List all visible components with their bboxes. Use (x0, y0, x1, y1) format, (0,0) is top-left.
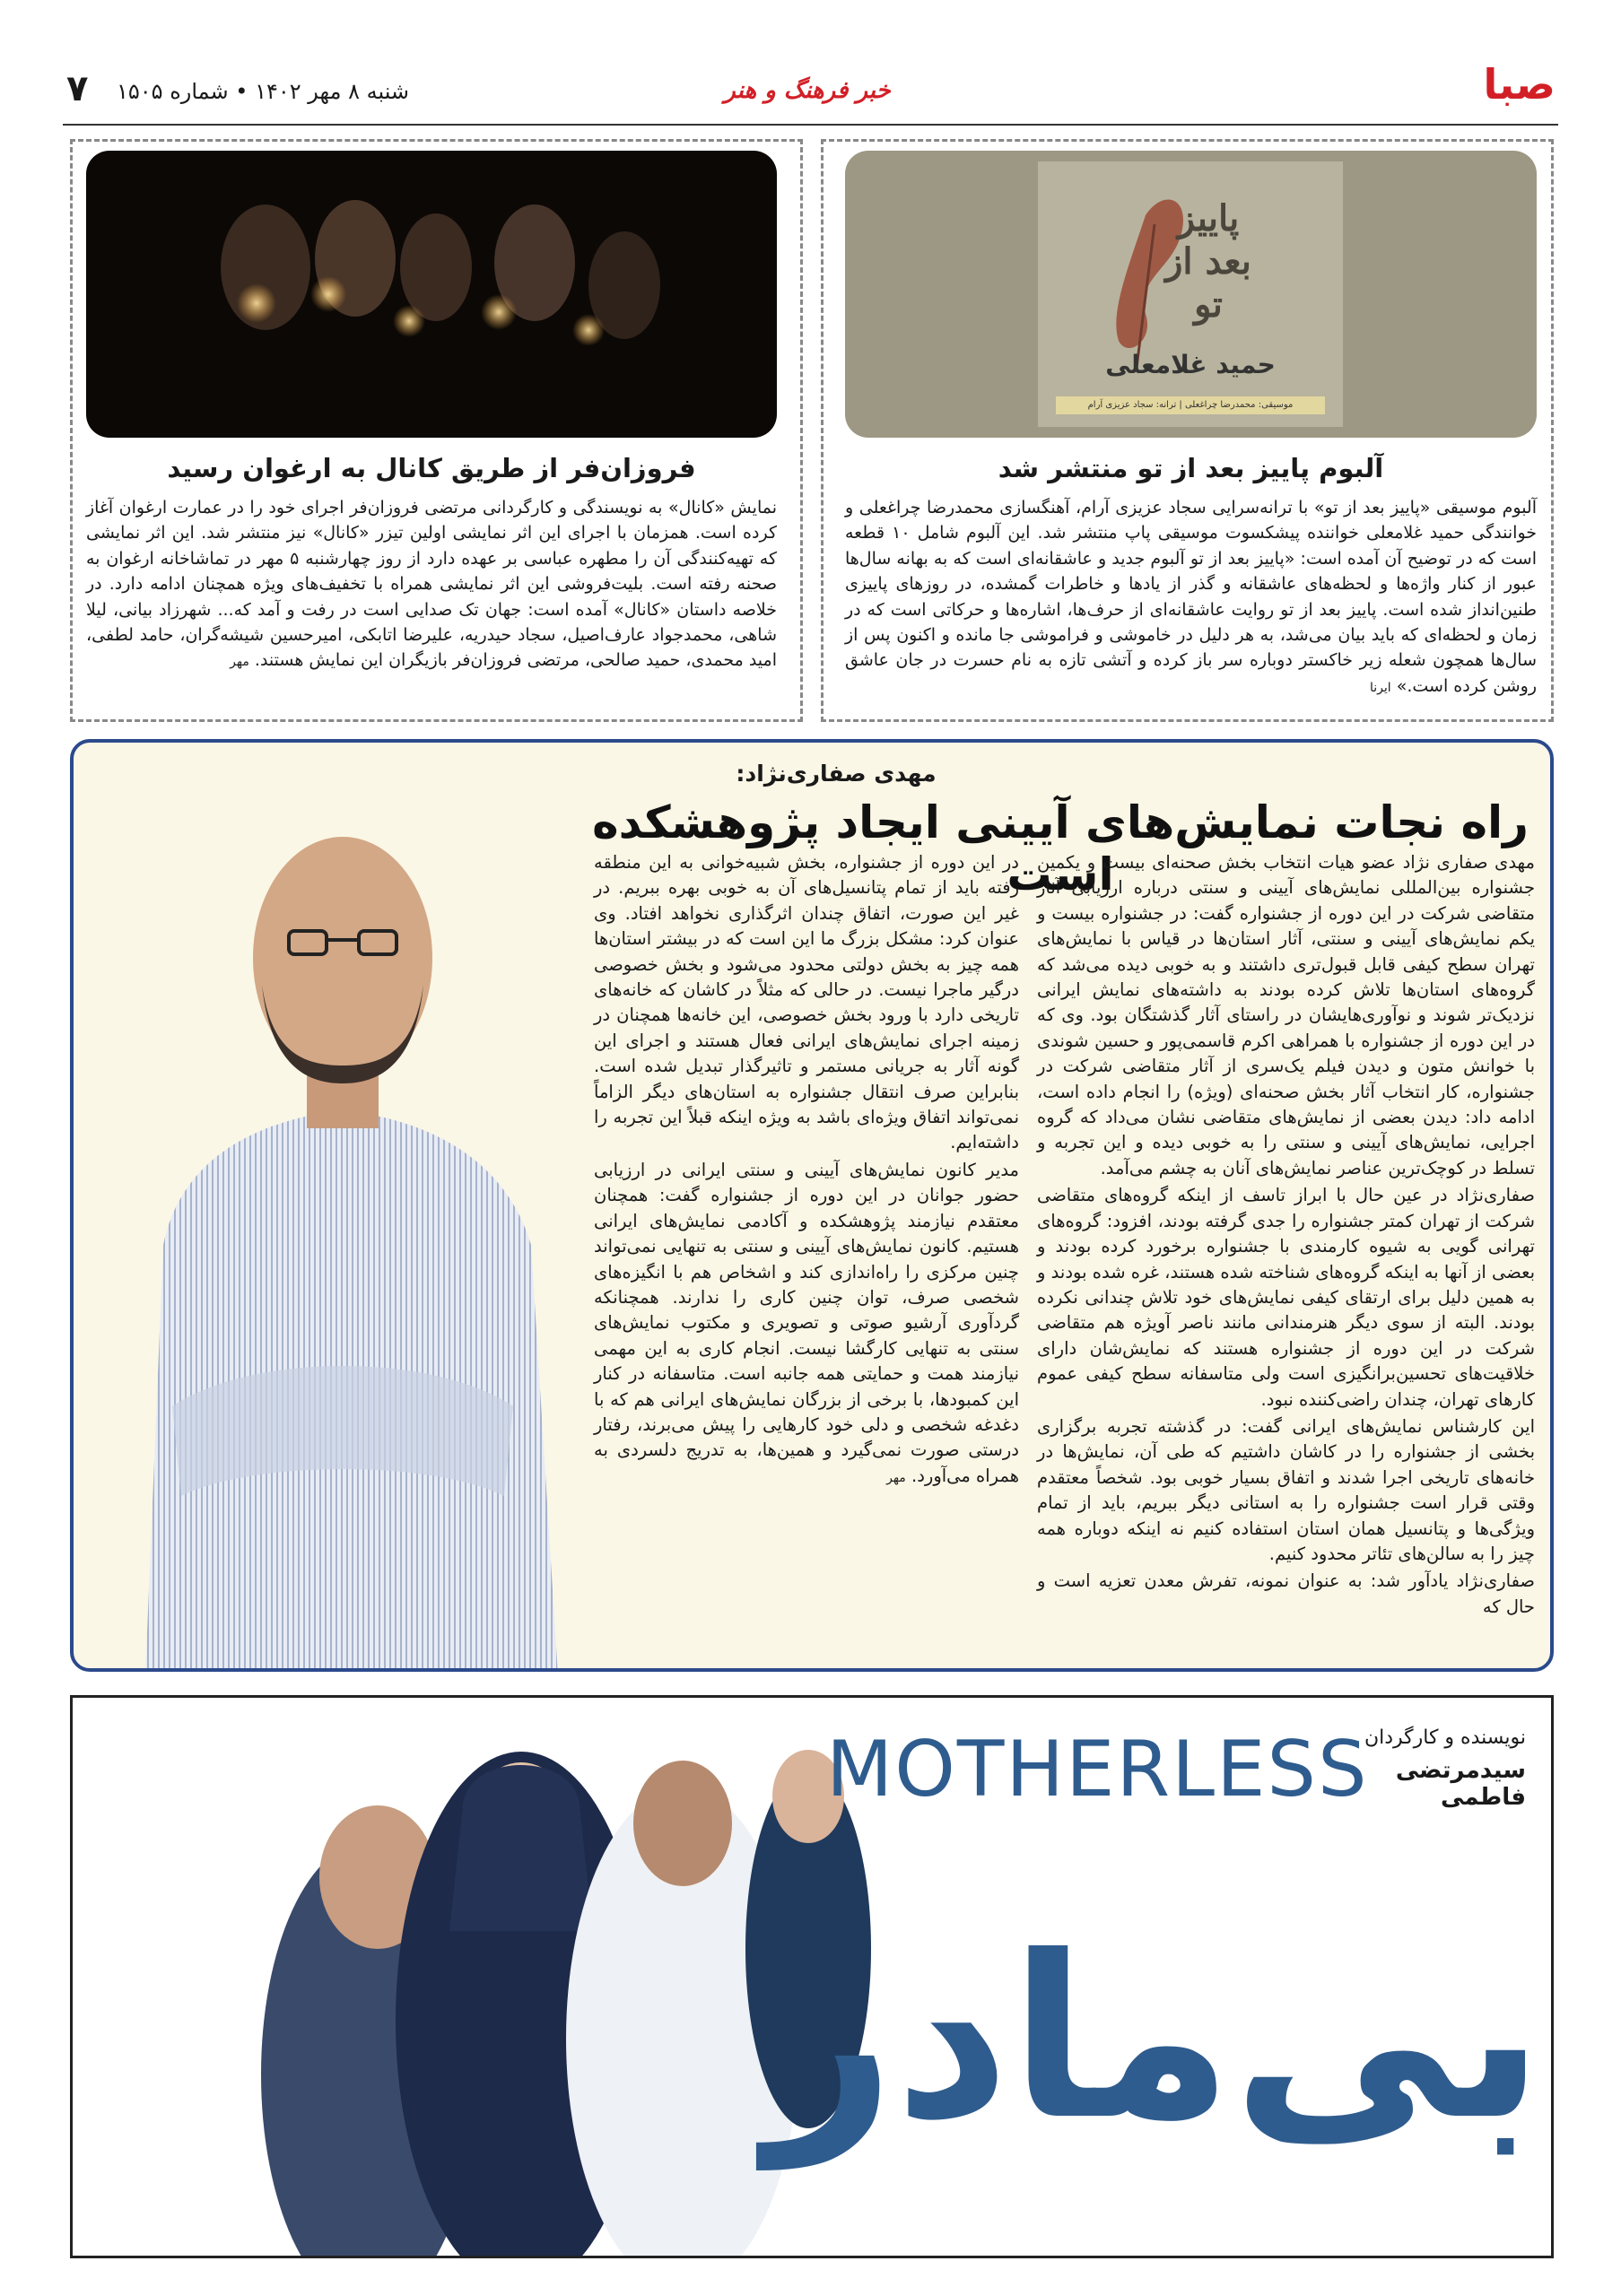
ad-persian-title: بی‌مادر (765, 1908, 1544, 2169)
ad-credit-label: نویسنده و کارگردان (1364, 1726, 1526, 1749)
interview-column-left (594, 850, 1019, 1491)
candle-scene-image (86, 151, 777, 438)
interview-column-right (1037, 850, 1535, 1620)
album-article-source: ایرنا (1369, 680, 1391, 695)
album-cover-title (1119, 197, 1298, 326)
canal-play-photo (86, 151, 777, 438)
ad-director-name: سیدمرتضی فاطمی (1395, 1757, 1526, 1811)
interviewee-portrait (109, 778, 576, 1672)
album-cover-photo (845, 151, 1537, 438)
interview-box (70, 739, 1554, 1672)
album-article-text: آلبوم موسیقی «پاییز بعد از تو» با ترانه‌سرایی سجاد عزیزی آرام، آهنگسازی محمدرضا چراغعلی و خوانندگی حمید غلامعلی خواننده پیشکسوت موسیقی پاپ منتشر شد. این آلبوم شامل ۱۰ قطعه است که در توضیح آن آمده است: «پاییز بعد از تو آلبوم جدید و عاشقانه‌ای است که به بهانه سال‌ها عبور از کنار واژه‌ها و لحظه‌های عاشقانه و گذر از یادها و خاطرات گمشده، در روزهای پاییزی طنین‌انداز شده است. پاییز بعد از تو روایت عاشقانه‌ای از حرف‌ها، اشاره‌ها و حرکاتی است که در زمان و لحظه‌ای که باید بیان می‌شد، به هر دلیل در خاموشی و فراموشی جا مانده و اکنون پس از سال‌ها همچون شعله زیر خاکستر دوباره سر باز کرده و آتشی تازه به نام حسرت در جان عاشق روشن کرده است.» (845, 498, 1538, 696)
cover-title-line: بعد از (1165, 240, 1251, 283)
cover-title-line: پاییز (1177, 197, 1240, 239)
logo-text: صبا (1483, 60, 1556, 109)
interview-headline: راه نجات نمایش‌های آیینی ایجاد پژوهشکده است (592, 796, 1529, 900)
album-cover-credits: موسیقی: محمدرضا چراغعلی | ترانه: سجاد عزیزی آرام (1056, 396, 1325, 414)
interview-paragraph: مهدی صفاری نژاد عضو هیات انتخاب بخش صحنه‌ای بیست و یکمین جشنواره بین‌المللی نمایش‌های آیینی و سنتی درباره ارزیابی آثار متقاضی شرکت در این دوره از جشنواره گفت: در جشنواره بیست و یکم نمایش‌های آیینی و سنتی، آثار استان‌ها در قیاس با نمایش‌های تهران سطح کیفی قابل قبول‌تری داشتند و به خوبی دیده می‌شد که گروه‌های استان‌ها تلاش کرده بودند به داشته‌های نمایش ایرانی نزدیک‌تر شوند و نوآوری‌هایشان در راستای آثار گذشتگان بود. وی که در این دوره از جشنواره با همراهی اکرم قاسمی‌پور و حسین شوندی با خوانش متون و دیدن فیلم یک‌سری از آثار متقاضی شرکت در جشنواره، کار انتخاب آثار بخش صحنه‌ای (ویژه) را انجام داده است، ادامه داد: دیدن بعضی از نمایش‌های متقاضی نشان می‌داد که گروه اجرایی، نمایش‌های آیینی و سنتی را به خوبی دیده و این تجربه و تسلط در کوچک‌ترین عناصر نمایش‌های آنان به چشم می‌آمد. (1037, 852, 1535, 1178)
interview-kicker: مهدی صفاری‌نژاد: (736, 761, 937, 787)
interview-paragraph: در این دوره از جشنواره، بخش شبیه‌خوانی به این منطقه رفته باید از تمام پتانسیل‌های آن به خوبی بهره ببریم. در غیر این صورت، اتفاق چندان اثرگذاری نخواهد افتاد. وی عنوان کرد: مشکل بزرگ ما این است که در بیشتر استان‌ها همه چیز به بخش دولتی محدود می‌شود و بخش خصوصی درگیر ماجرا نیست. در حالی که مثلاً در کاشان که خانه‌های تاریخی دارد با ورود بخش خصوصی، این خانه‌ها همچنان در زمینه اجرای نمایش‌های ایرانی فعال هستند و اجرای این گونه آثار به جریانی مستمر و تاثیرگذار تبدیل شده است. بنابراین صرف انتقال جشنواره به استان‌های دیگر الزاماً نمی‌تواند اتفاق ویژه‌ای باشد به ویژه اینکه قبلاً این تجربه را داشته‌ایم. (594, 852, 1019, 1153)
cover-title-line: تو (1194, 283, 1223, 326)
newspaper-logo (1444, 60, 1556, 113)
portrait-image (109, 778, 576, 1672)
interview-paragraph: صفاری‌نژاد یادآور شد: به عنوان نمونه، تفرش معدن تعزیه است و حال که (1037, 1570, 1535, 1617)
album-cover-art (1038, 161, 1343, 427)
canal-article-title: فروزان‌فر از طریق کانال به ارغوان رسید (167, 453, 696, 483)
interview-paragraph: این کارشناس نمایش‌های ایرانی گفت: در گذشته تجربه برگزاری بخشی از جشنواره را در کاشان داشتیم که طی آن، نمایش‌ها در خانه‌های تاریخی اجرا شدند و اتفاق بسیار خوبی بود. شخصاً معتقدم وقتی قرار است جشنواره را به استانی دیگر ببریم، باید از تمام ویژگی‌ها و پتانسیل همان استان استفاده کنیم نه اینکه دوباره همه چیز را به سالن‌های تئاتر محدود کنیم. (1037, 1415, 1535, 1564)
interview-paragraph (594, 1158, 1019, 1491)
album-article-body (845, 495, 1537, 700)
canal-article-source: مهر (230, 655, 249, 670)
ad-english-title: MOTHERLESS (826, 1725, 1369, 1814)
interview-paragraph-text: مدیر کانون نمایش‌های آیینی و سنتی ایرانی در ارزیابی حضور جوانان در این دوره از جشنواره گفت: همچنان معتقدم نیازمند پژوهشکده و آکادمی نمایش‌های ایرانی هستیم. کانون نمایش‌های آیینی و سنتی به تنهایی نمی‌تواند چنین مرکزی را راه‌اندازی کند و اشخاص هم با انگیزه‌های شخصی صرف، توان چنین کاری را ندارند. همچنانکه گردآوری آرشیو صوتی و تصویری و مکتوب نمایش‌های سنتی به تنهایی کارگشا نیست. انجام کاری به این مهمی نیازمند همت و حمایتی همه جانبه است. متاسفانه در کنار این کمبودها، با برخی از بزرگان نمایش‌های ایرانی هم که با دغدغه شخصی و دلی خود کارهایی را پیش می‌برند، رفتار درستی صورت نمی‌گیرد و همین‌ها، به تدریج دلسردی به همراه می‌آورد. (594, 1159, 1019, 1486)
canal-article-body (86, 495, 777, 675)
header-rule (63, 124, 1558, 126)
film-advertisement (70, 1695, 1554, 2258)
interview-source: مهر (886, 1470, 906, 1485)
section-label: خبر فرهنگ و هنر (724, 77, 891, 104)
interview-paragraph: صفاری‌نژاد در عین حال با ابراز تاسف از اینکه گروه‌های متقاضی شرکت از تهران کمتر جشنواره را جدی گرفته بودند، افزود: گروه‌های تهرانی گویی به شیوه کارمندی با جشنواره برخورد کرده بودند و بعضی از آنها به اینکه گروه‌های شناخته شده هستند، غره شده بودند و به همین دلیل برای ارتقای کیفی نمایش‌های خود تلاش چندانی نکرده بودند. البته از سوی دیگر هنرمندانی مانند ناصر آویژه هم متقاضی شرکت در این دوره از جشنواره هستند که نمایش‌شان دارای خلاقیت‌های تحسین‌برانگیزی است ولی متاسفانه سطح کیفی عموم کارهای تهران، چندان راضی‌کننده نبود. (1037, 1185, 1535, 1410)
album-cover-artist: حمید غلامعلی (1105, 350, 1276, 379)
page-number: ۷ (66, 68, 89, 109)
issue-info: شنبه ۸ مهر ۱۴۰۲ • شماره ۱۵۰۵ (117, 79, 410, 104)
album-article-title: آلبوم پاییز بعد از تو منتشر شد (998, 453, 1384, 483)
canal-article-text: نمایش «کانال» به نویسندگی و کارگردانی مرتضی فروزان‌فر اجرای خود را در عمارت ارغوان آغاز کرده است. همزمان با اجرای این اثر نمایشی اولین تیزر «کانال» نیز منتشر شد. این اثر نمایشی که تهیه‌کنندگی آن را مطهره عباسی بر عهده دارد از روز چهارشنبه ۵ مهر در تماشاخانه ارغوان به صحنه رفته است. بلیت‌فروشی این اثر نمایشی همراه با تخفیف‌های ویژه همچنان ادامه دارد. در خلاصه داستان «کانال» آمده است: جهان تک صدایی است در رفت و آمد که... شهرزاد بیانی، لیلا شاهی، محمدجواد عارف‌اصیل، سجاد حیدریه، علیرضا اتابکی، امیرحسین شیشه‌گران، حامد لطفی، امید محمدی، حمید صالحی، مرتضی فروزان‌فر بازیگران این نمایش هستند. (86, 498, 777, 671)
